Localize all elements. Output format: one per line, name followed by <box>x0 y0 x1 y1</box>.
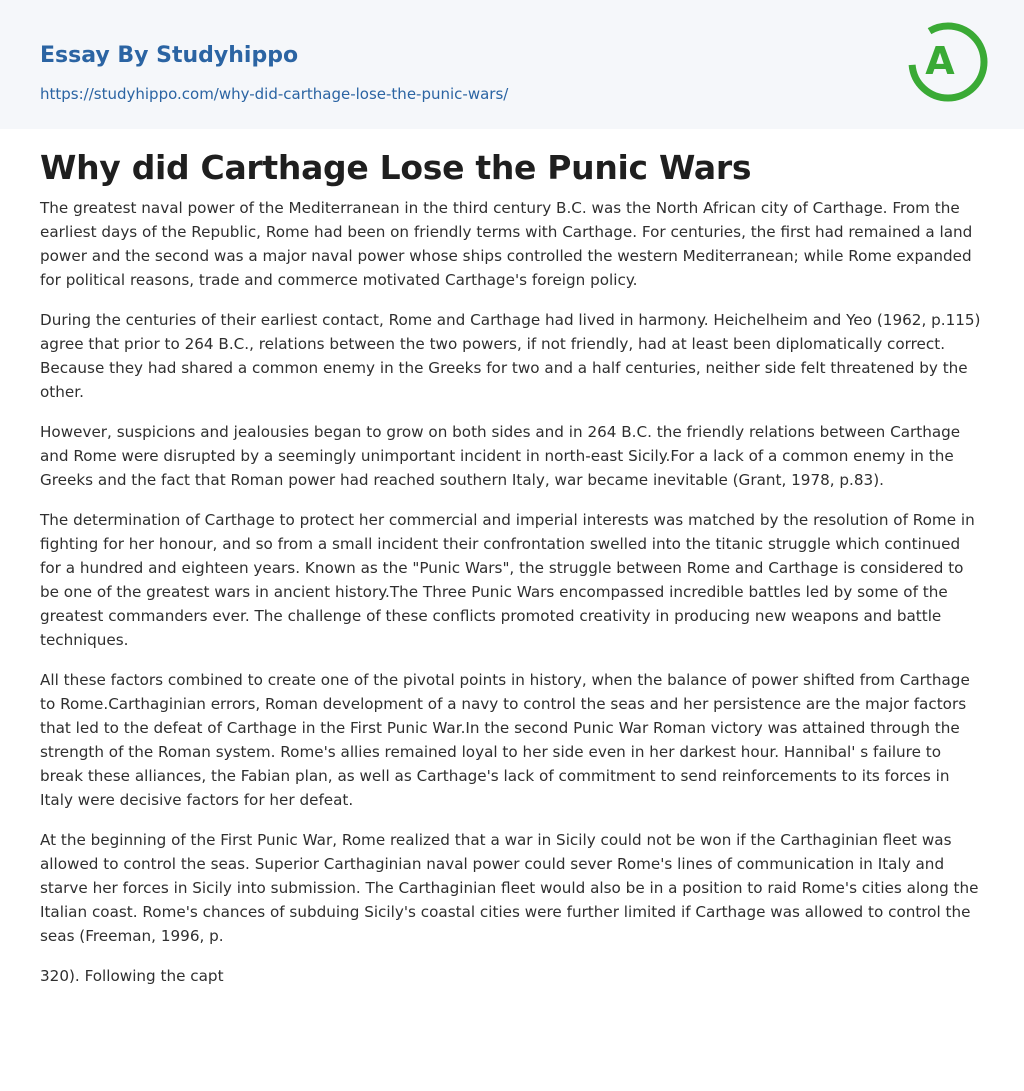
essay-title: Why did Carthage Lose the Punic Wars <box>40 148 752 187</box>
logo-letter: A <box>925 39 955 83</box>
essay-paragraph: The greatest naval power of the Mediterranean in the third century B.C. was the North African city of Carthage. From the earliest days of the Republic, Rome had been on friendly terms with Carthage. For centuries, the first had remained a land power and the second was a major naval power whose ships controlled the western Mediterranean; while Rome expanded for political reasons, trade and commerce motivated Carthage's foreign policy. <box>40 199 973 289</box>
essay-paragraph: The determination of Carthage to protect her commercial and imperial interests was matched by the resolution of Rome in fighting for her honour, and so from a small incident their confrontation swelled into the titanic struggle which continued for a hundred and eighteen years. Known as the "Punic Wars", the struggle between Rome and Carthage is considered to be one of the greatest wars in ancient history.The Three Punic Wars encompassed incredible battles led by some of the greatest commanders ever. The challenge of these conflicts promoted creativity in producing new weapons and battle techniques. <box>40 511 975 649</box>
essay-paragraph: During the centuries of their earliest contact, Rome and Carthage had lived in harmony. Heichelheim and Yeo (1962, p.115) agree that prior to 264 B.C., relations between the two powers, if not friendly, had at least been diplomatically correct. Because they had shared a common enemy in the Greeks for two and a half centuries, neither side felt threatened by the other. <box>40 311 981 401</box>
essay-paragraph: All these factors combined to create one of the pivotal points in history, when the balance of power shifted from Carthage to Rome.Carthaginian errors, Roman development of a navy to control the seas and her persistence are the major factors that led to the defeat of Carthage in the First Punic War.In the second Punic War Roman victory was attained through the strength of the Roman system. Rome's allies remained loyal to her side even in her darkest hour. Hannibal' s failure to break these alliances, the Fabian plan, as well as Carthage's lack of commitment to send reinforcements to its forces in Italy were decisive factors for her defeat. <box>40 671 970 809</box>
essay-paragraph: At the beginning of the First Punic War, Rome realized that a war in Sicily could not be won if the Carthaginian fleet was allowed to control the seas. Superior Carthaginian naval power could sever Rome's lines of communication in Italy and starve her forces in Sicily into submission. The Carthaginian fleet would also be in a position to raid Rome's cities along the Italian coast. Rome's chances of subduing Sicily's coastal cities were further limited if Carthage was allowed to control the seas (Freeman, 1996, p. <box>40 831 979 945</box>
essay-content <box>40 146 984 1004</box>
essay-paragraph: 320). Following the capt <box>40 967 224 985</box>
source-url-link[interactable]: https://studyhippo.com/why-did-carthage-lose-the-punic-wars/ <box>40 85 509 103</box>
brand-title: Essay By Studyhippo <box>40 43 299 68</box>
essay-paragraph: However, suspicions and jealousies began to grow on both sides and in 264 B.C. the friendly relations between Carthage and Rome were disrupted by a seemingly unimportant incident in north-east Sicily.For a lack of a common enemy in the Greeks and the fact that Roman power had reached southern Italy, war became inevitable (Grant, 1978, p.83). <box>40 423 961 489</box>
studyhippo-logo-icon[interactable] <box>906 18 990 106</box>
site-header <box>0 0 1024 129</box>
